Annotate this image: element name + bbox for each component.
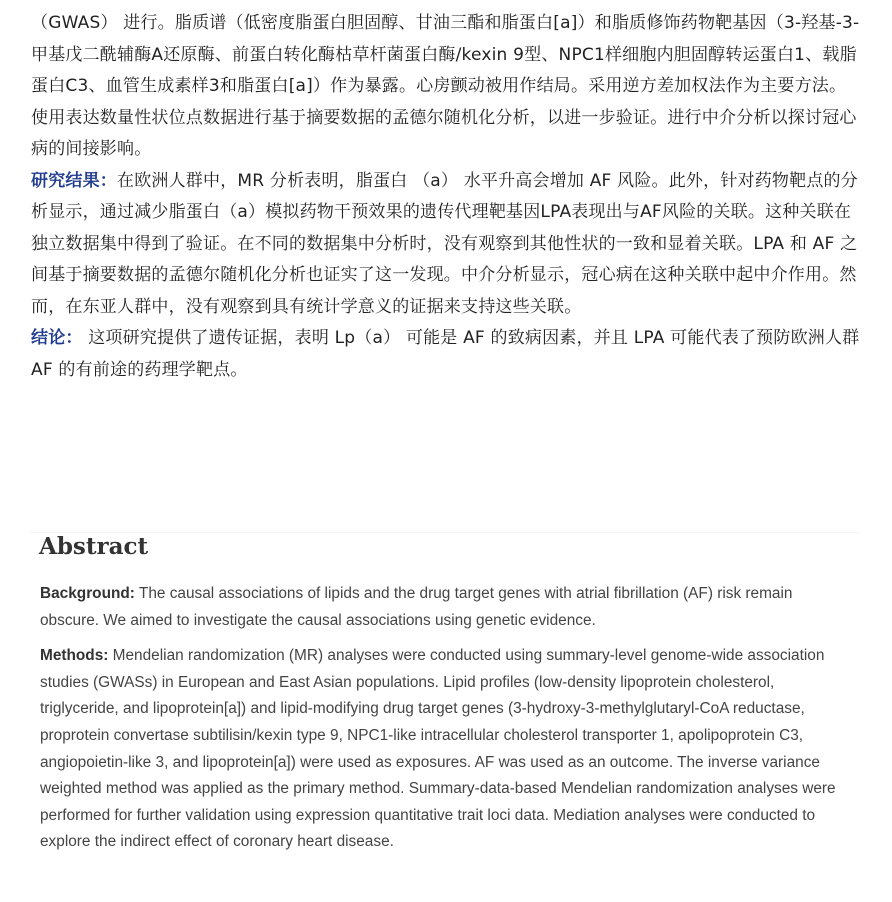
background-paragraph bbox=[40, 581, 855, 634]
methods-text-cn: （GWAS） 进行。脂质谱（低密度脂蛋白胆固醇、甘油三酯和脂蛋白[a]）和脂质修饰药物靶基因（3-羟基-3-甲基戊二酰辅酶A还原酶、前蛋白转化酶枯草杆菌蛋白酶/kexin 9型、NPC1样细胞内胆固醇转运蛋白1、载脂蛋白C3、血管生成素样3和脂蛋白[a]）作为暴露。心房颤动被用作结局。采用逆方差加权法作为主要方法。使用表达数量性状位点数据进行基于摘要数据的孟德尔随机化分析，以进一步验证。进行中介分析以探讨冠心病的间接影响。 bbox=[31, 13, 860, 159]
methods-text: Mendelian randomization (MR) analyses were conducted using summary-level genome-wide association studies (GWASs) in European and East Asian populations. Lipid profiles (low-density lipoprotein cholesterol, triglyceride, and lipoprotein[a]) and lipid-modifying drug target genes (3-hydroxy-3-methylglutaryl-CoA reductase, proprotein convertase subtilisin/kexin type 9, NPC1-like intracellular cholesterol transporter 1, apolipoprotein C3, angiopoietin-like 3, and lipoprotein[a]) were used as exposures. AF was used as an outcome. The inverse variance weighted method was applied as the primary method. Summary-data-based Mendelian randomization analyses were performed for further validation using expression quantitative trait loci data. Mediation analyses were conducted to explore the indirect effect of coronary heart disease. bbox=[40, 647, 836, 851]
methods-paragraph bbox=[40, 643, 855, 856]
results-label-cn: 研究结果： bbox=[31, 170, 117, 191]
abstract-title: Abstract bbox=[39, 533, 149, 560]
methods-paragraph-cn bbox=[31, 8, 861, 166]
results-text-cn: 在欧洲人群中，MR 分析表明，脂蛋白 （a） 水平升高会增加 AF 风险。此外，针对药物靶点的分析显示，通过减少脂蛋白（a）模拟药物干预效果的遗传代理靶基因LPA表现出与AF风险的关联。这种关联在独立数据集中得到了验证。在不同的数据集中分析时，没有观察到其他性状的一致和显着关联。LPA 和 AF 之间基于摘要数据的孟德尔随机化分析也证实了这一发现。中介分析显示，冠心病在这种关联中起中介作用。然而，在东亚人群中，没有观察到具有统计学意义的证据来支持这些关联。 bbox=[31, 170, 858, 317]
english-abstract-image bbox=[30, 532, 860, 893]
background-text: The causal associations of lipids and the drug target genes with atrial fibrillation (AF) risk remain obscure. We aimed to investigate the causal associations using genetic evidence. bbox=[40, 585, 793, 629]
chinese-abstract bbox=[31, 8, 861, 386]
conclusion-paragraph-cn bbox=[31, 323, 861, 386]
conclusion-label-cn: 结论： bbox=[31, 328, 83, 348]
methods-label: Methods: bbox=[40, 647, 109, 665]
conclusion-text-cn: 这项研究提供了遗传证据，表明 Lp（a） 可能是 AF 的致病因素，并且 LPA 可能代表了预防欧洲人群 AF 的有前途的药理学靶点。 bbox=[31, 328, 860, 380]
results-paragraph-cn bbox=[31, 166, 861, 324]
background-label: Background: bbox=[40, 585, 135, 602]
english-abstract-body bbox=[40, 581, 855, 865]
